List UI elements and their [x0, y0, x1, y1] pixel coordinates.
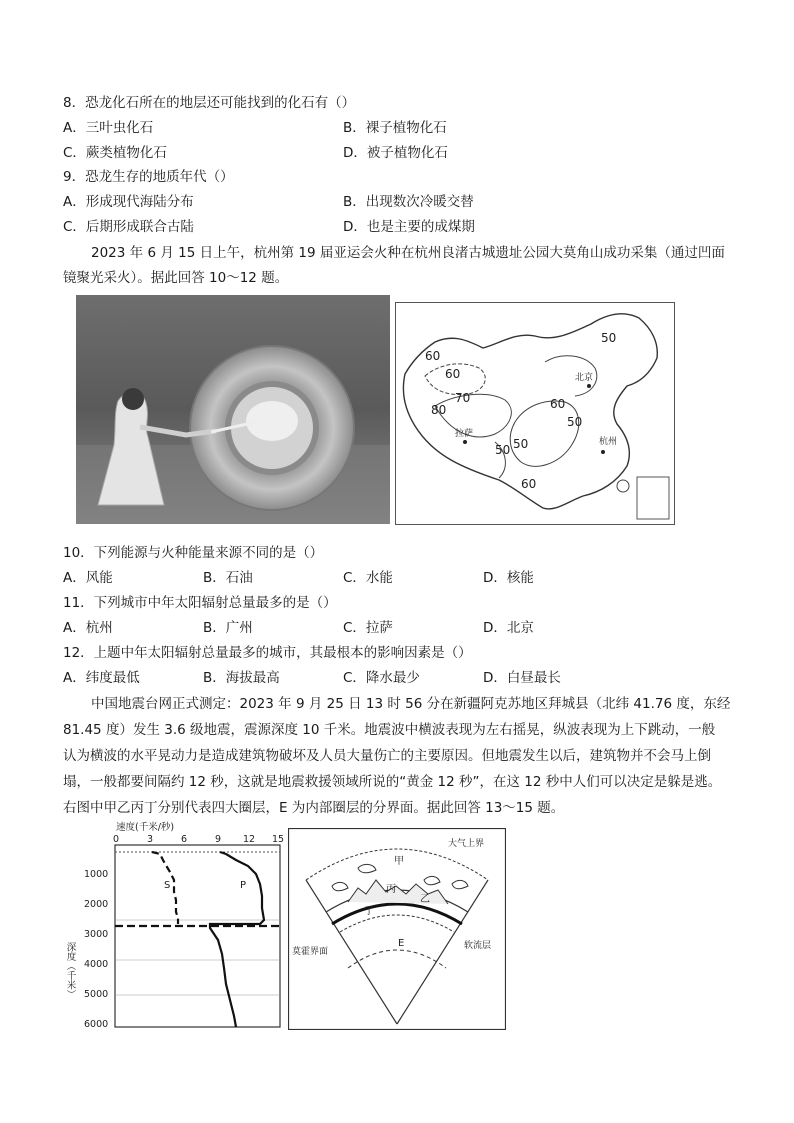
q11-option-a: A．杭州	[63, 620, 113, 636]
isoline-label: 60	[445, 367, 461, 381]
seismic-wave-chart	[60, 820, 285, 1032]
isoline-label: 60	[550, 397, 566, 411]
wave-ytick: 4000	[84, 959, 109, 970]
isoline-label: 60	[521, 477, 537, 491]
wave-xtick: 0	[113, 834, 120, 845]
q9-option-b: B．出现数次冷暖交替	[343, 194, 474, 210]
q11-option-d: D．北京	[483, 620, 534, 636]
q10-option-c: C．水能	[343, 570, 393, 586]
isoline-label: 60	[425, 349, 441, 363]
s-wave-label: S	[164, 880, 171, 891]
upper-bound-label: 大气上界	[448, 839, 485, 849]
city-label: 拉萨	[455, 429, 474, 439]
intro2-line1: 中国地震台网正式测定：2023 年 9 月 25 日 13 时 56 分在新疆阿克苏地区拜城县（北纬 41.76 度，东经	[91, 696, 731, 712]
wave-ytick: 3000	[84, 929, 109, 940]
wave-xtick: 9	[215, 834, 222, 845]
q8-stem: 8．恐龙化石所在的地层还可能找到的化石有（）	[63, 95, 356, 111]
sphere-label-bing: 丙	[386, 884, 396, 895]
q10-option-b: B．石油	[203, 570, 253, 586]
q12-option-b: B．海拔最高	[203, 670, 280, 686]
sphere-label-jia: 甲	[394, 856, 404, 867]
wave-ylabel: 深度（千米）	[64, 942, 76, 999]
q12-stem: 12．上题中年太阳辐射总量最多的城市，其最根本的影响因素是（）	[63, 645, 472, 661]
sphere-label-ding: 丁	[364, 906, 374, 917]
q9-option-a: A．形成现代海陆分布	[63, 194, 194, 210]
torch-photo	[76, 295, 390, 524]
isoline-label: 50	[513, 437, 529, 451]
q12-option-c: C．降水最少	[343, 670, 420, 686]
intro2-line4: 塌，一般都要间隔约 12 秒，这就是地震救援领域所说的“黄金 12 秒”，在这 12 秒中人们可以决定是躲是逃。	[63, 774, 722, 790]
q9-option-d: D．也是主要的成煤期	[343, 219, 475, 235]
isoline-label: 70	[455, 391, 471, 405]
wave-ytick: 5000	[84, 989, 109, 1000]
wave-ytick: 6000	[84, 1019, 109, 1030]
wave-ytick: 1000	[84, 869, 109, 880]
sphere-label-yi: 乙	[420, 894, 430, 905]
wave-xtick: 3	[147, 834, 154, 845]
q8-option-c: C．蕨类植物化石	[63, 145, 167, 161]
isoline-label: 50	[601, 331, 617, 345]
q8-option-b: B．裸子植物化石	[343, 120, 447, 136]
china-solar-map	[395, 302, 675, 525]
isoline-label: 50	[567, 415, 583, 429]
wave-xtick: 6	[181, 834, 188, 845]
moho-label: 莫霍界面	[292, 947, 329, 957]
intro1-line2: 镜聚光采火）。据此回答 10～12 题。	[63, 270, 289, 286]
q12-option-d: D．白昼最长	[483, 670, 561, 686]
isoline-label: 80	[431, 403, 447, 417]
earth-spheres-diagram	[288, 828, 506, 1030]
intro2-line5: 右图中甲乙丙丁分别代表四大圈层，E 为内部圈层的分界面。据此回答 13～15 题。	[63, 800, 565, 816]
intro2-line3: 认为横波的水平晃动力是造成建筑物破坏及人员大量伤亡的主要原因。但地震发生以后，建筑物并不会马上倒	[63, 748, 711, 764]
p-wave-label: P	[240, 880, 247, 891]
wave-xtick: 15	[272, 834, 285, 845]
wave-xlabel: 速度(千米/秒)	[116, 822, 175, 833]
wave-xtick: 12	[243, 834, 256, 845]
q12-option-a: A．纬度最低	[63, 670, 140, 686]
q8-option-a: A．三叶虫化石	[63, 120, 154, 136]
q10-stem: 10．下列能源与火种能量来源不同的是（）	[63, 545, 324, 561]
isoline-label: 50	[495, 443, 511, 457]
q9-option-c: C．后期形成联合古陆	[63, 219, 194, 235]
q11-stem: 11．下列城市中年太阳辐射总量最多的是（）	[63, 595, 337, 611]
city-label: 杭州	[599, 437, 618, 447]
asthenosphere-label: 软流层	[464, 941, 492, 951]
wave-ytick: 2000	[84, 899, 109, 910]
intro1-line1: 2023 年 6 月 15 日上午，杭州第 19 届亚运会火种在杭州良渚古城遗址公园大莫角山成功采集（通过凹面	[91, 245, 725, 261]
city-label: 北京	[575, 373, 594, 383]
intro2-line2: 81.45 度）发生 3.6 级地震，震源深度 10 千米。地震波中横波表现为左右摇晃，纵波表现为上下跳动，一般	[63, 722, 716, 738]
q8-option-d: D．被子植物化石	[343, 145, 448, 161]
q11-option-b: B．广州	[203, 620, 253, 636]
sphere-label-e: E	[398, 938, 405, 949]
q10-option-a: A．风能	[63, 570, 113, 586]
q11-option-c: C．拉萨	[343, 620, 393, 636]
q9-stem: 9．恐龙生存的地质年代（）	[63, 169, 234, 185]
q10-option-d: D．核能	[483, 570, 534, 586]
